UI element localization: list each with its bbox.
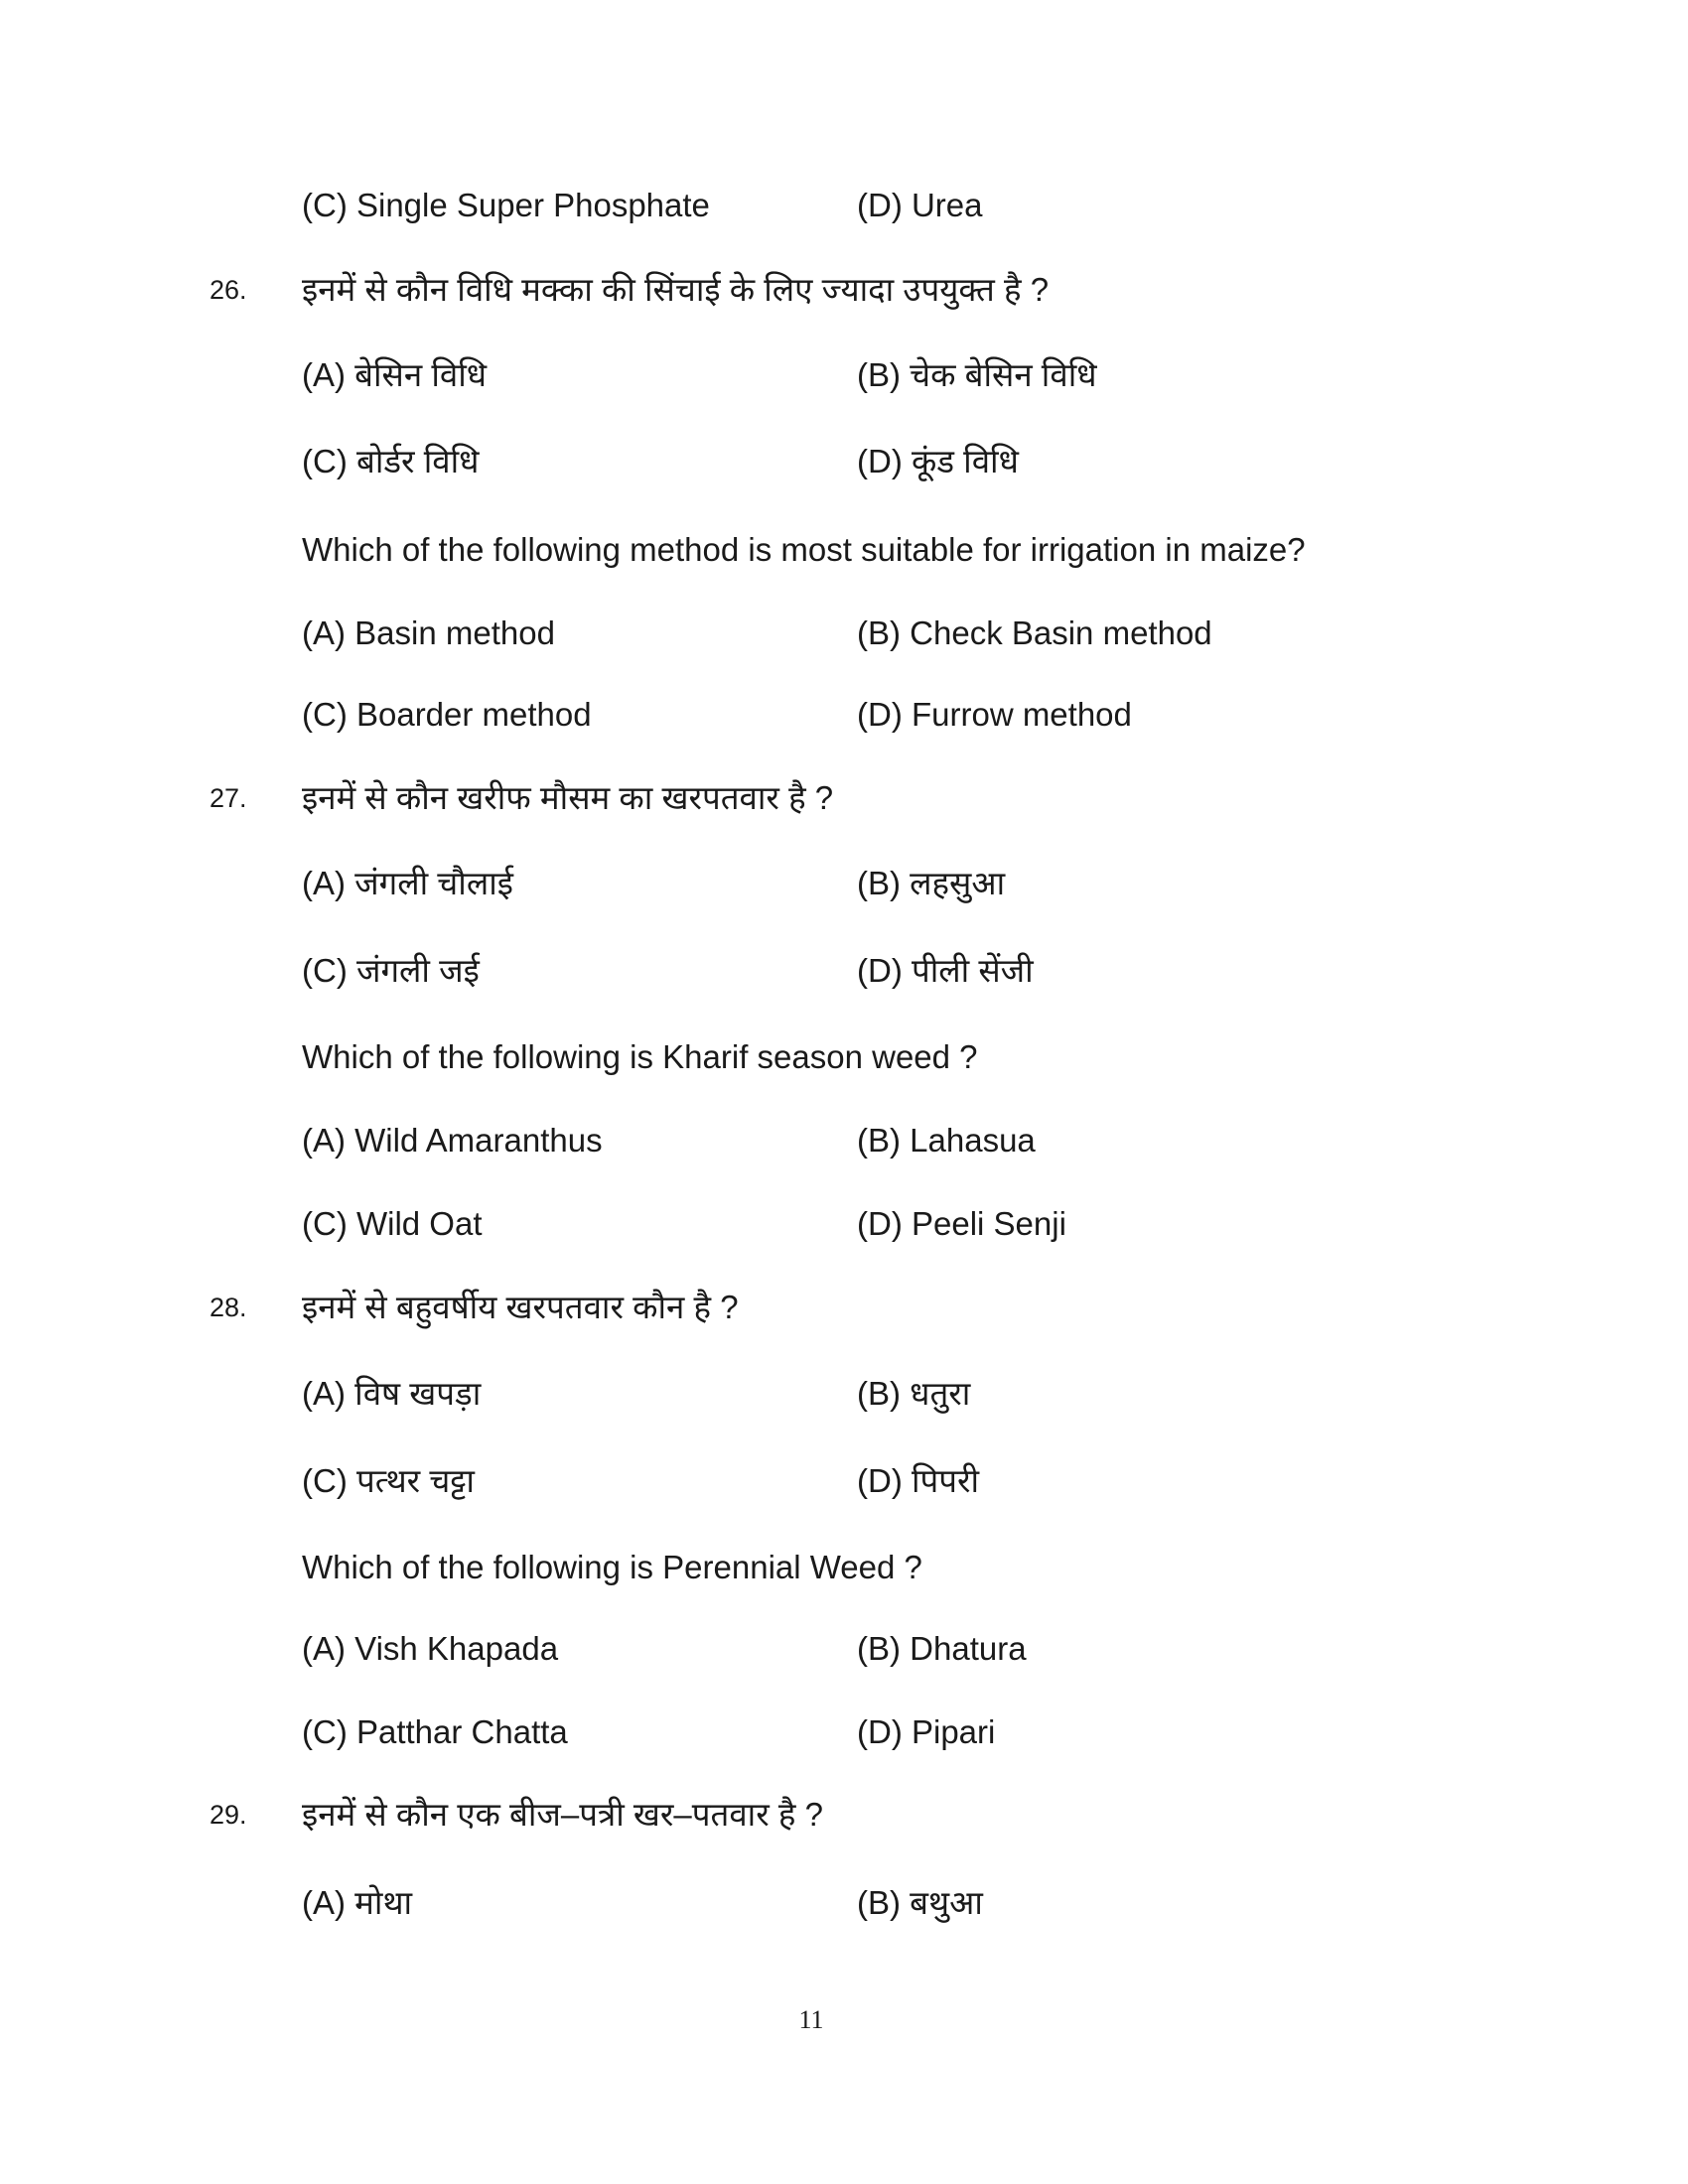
option-b-hindi: (B) बथुआ	[857, 1884, 983, 1921]
option-a-hindi: (A) बेसिन विधि	[302, 356, 488, 393]
question-hindi: इनमें से कौन खरीफ मौसम का खरपतवार है ?	[302, 779, 834, 816]
question-number: 28.	[210, 1293, 247, 1322]
option-a-hindi: (A) मोथा	[302, 1884, 413, 1921]
option-b-hindi: (B) लहसुआ	[857, 865, 1006, 901]
question-hindi: इनमें से कौन एक बीज–पत्री खर–पतवार है ?	[302, 1796, 823, 1833]
question-english: Which of the following is Perennial Weed ?	[302, 1549, 922, 1585]
option-b-english: (B) Dhatura	[857, 1630, 1027, 1667]
question-english: Which of the following method is most suitable for irrigation in maize?	[302, 531, 1306, 568]
option-b-english: (B) Lahasua	[857, 1122, 1036, 1159]
option-a-english: (A) Wild Amaranthus	[302, 1122, 603, 1159]
option-a-english: (A) Basin method	[302, 614, 555, 651]
option-c-english: (C) Boarder method	[302, 696, 592, 733]
question-hindi: इनमें से बहुवर्षीय खरपतवार कौन है ?	[302, 1289, 739, 1325]
option-a-hindi: (A) जंगली चौलाई	[302, 865, 513, 901]
option-c-english: (C) Wild Oat	[302, 1205, 483, 1242]
option-c: (C) Single Super Phosphate	[302, 187, 710, 223]
option-d-english: (D) Peeli Senji	[857, 1205, 1066, 1242]
option-d-english: (D) Furrow method	[857, 696, 1132, 733]
option-a-english: (A) Vish Khapada	[302, 1630, 559, 1667]
question-hindi: इनमें से कौन विधि मक्का की सिंचाई के लिए ज्यादा उपयुक्त है ?	[302, 271, 1050, 308]
question-number: 27.	[210, 783, 247, 813]
option-b-hindi: (B) धतुरा	[857, 1375, 971, 1412]
option-c-hindi: (C) बोर्डर विधि	[302, 443, 480, 479]
option-d-english: (D) Pipari	[857, 1713, 996, 1750]
question-number: 29.	[210, 1800, 247, 1830]
option-b-hindi: (B) चेक बेसिन विधि	[857, 356, 1097, 393]
question-english: Which of the following is Kharif season weed ?	[302, 1038, 978, 1075]
option-c-english: (C) Patthar Chatta	[302, 1713, 568, 1750]
question-number: 26.	[210, 275, 247, 305]
option-d-hindi: (D) पीली सेंजी	[857, 952, 1034, 989]
option-c-hindi: (C) पत्थर चट्टा	[302, 1462, 475, 1499]
option-d: (D) Urea	[857, 187, 983, 223]
option-c-hindi: (C) जंगली जई	[302, 952, 480, 989]
option-a-hindi: (A) विष खपड़ा	[302, 1375, 482, 1412]
option-d-hindi: (D) पिपरी	[857, 1462, 980, 1499]
page-number: 11	[798, 2005, 824, 2034]
option-d-hindi: (D) कूंड विधि	[857, 443, 1019, 479]
option-b-english: (B) Check Basin method	[857, 614, 1212, 651]
